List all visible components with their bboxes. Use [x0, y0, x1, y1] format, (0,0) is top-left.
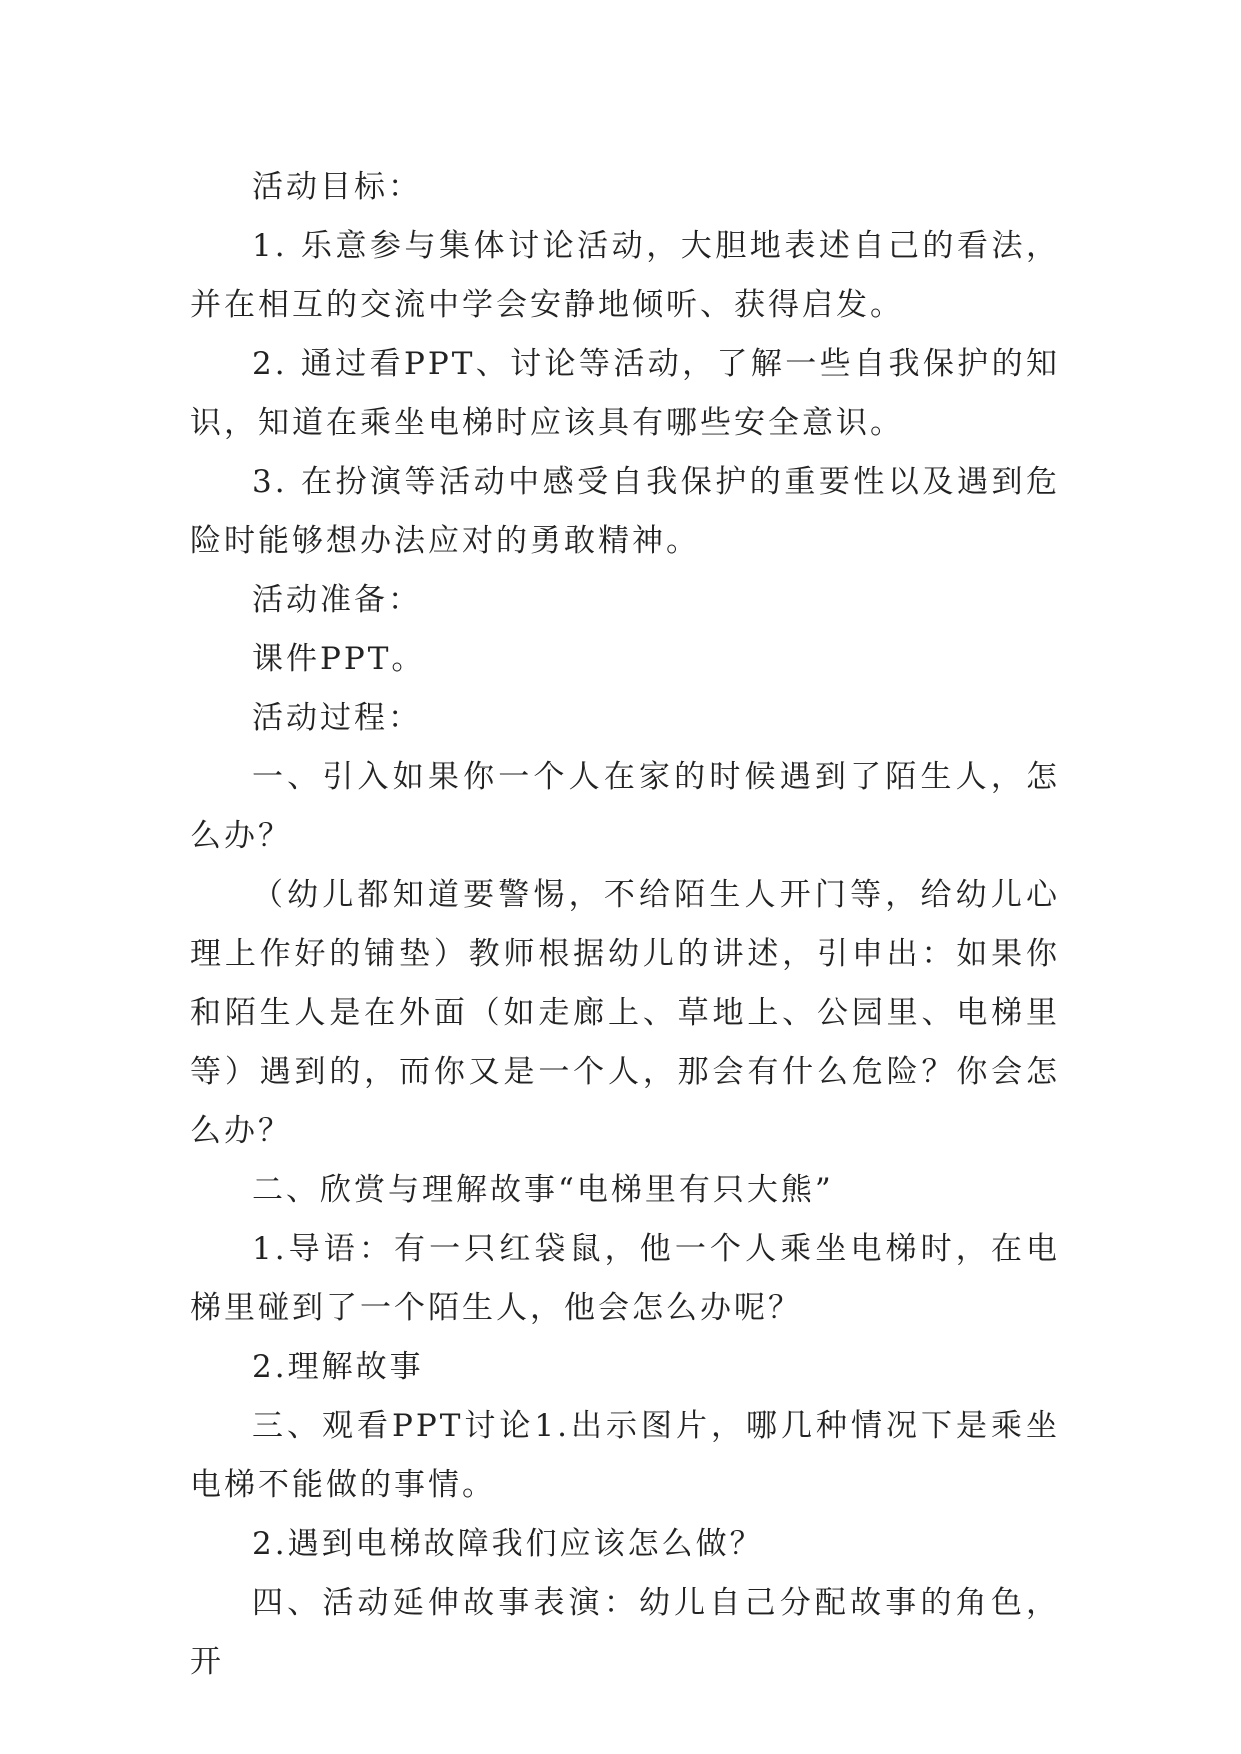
heading-activity-preparation: 活动准备： [252, 582, 422, 618]
process-step-2-item-1: 1.导语：有一只红袋鼠，他一个人乘坐电梯时，在电梯里碰到了一个陌生人，他会怎么办呢？ [190, 1231, 1060, 1326]
goal-item-1: 1. 乐意参与集体讨论活动，大胆地表述自己的看法，并在相互的交流中学会安静地倾听、获得启发。 [190, 228, 1060, 323]
goal-item-2: 2. 通过看PPT、讨论等活动，了解一些自我保护的知识，知道在乘坐电梯时应该具有哪些安全意识。 [190, 346, 1060, 441]
process-step-2: 二、欣赏与理解故事“电梯里有只大熊” [252, 1172, 834, 1208]
goal-item-3: 3. 在扮演等活动中感受自我保护的重要性以及遇到危险时能够想办法应对的勇敢精神。 [190, 464, 1060, 559]
process-step-3: 三、观看PPT讨论1.出示图片，哪几种情况下是乘坐电梯不能做的事情。 [190, 1408, 1060, 1503]
process-step-2-item-2: 2.理解故事 [252, 1349, 424, 1385]
heading-activity-process: 活动过程： [252, 700, 422, 736]
heading-activity-goals: 活动目标： [252, 169, 422, 205]
preparation-item: 课件PPT。 [252, 641, 426, 677]
process-step-1-note: （幼儿都知道要警惕，不给陌生人开门等，给幼儿心理上作好的铺垫）教师根据幼儿的讲述，引申出：如果你和陌生人是在外面（如走廊上、草地上、公园里、电梯里等）遇到的，而你又是一个人，那会有什么危险？你会怎么办？ [190, 877, 1060, 1149]
document-body [190, 158, 1060, 1692]
process-step-3-item-2: 2.遇到电梯故障我们应该怎么做？ [252, 1526, 764, 1562]
process-step-1: 一、引入如果你一个人在家的时候遇到了陌生人，怎么办？ [190, 759, 1060, 854]
process-step-4: 四、活动延伸故事表演：幼儿自己分配故事的角色，开 [190, 1585, 1060, 1680]
